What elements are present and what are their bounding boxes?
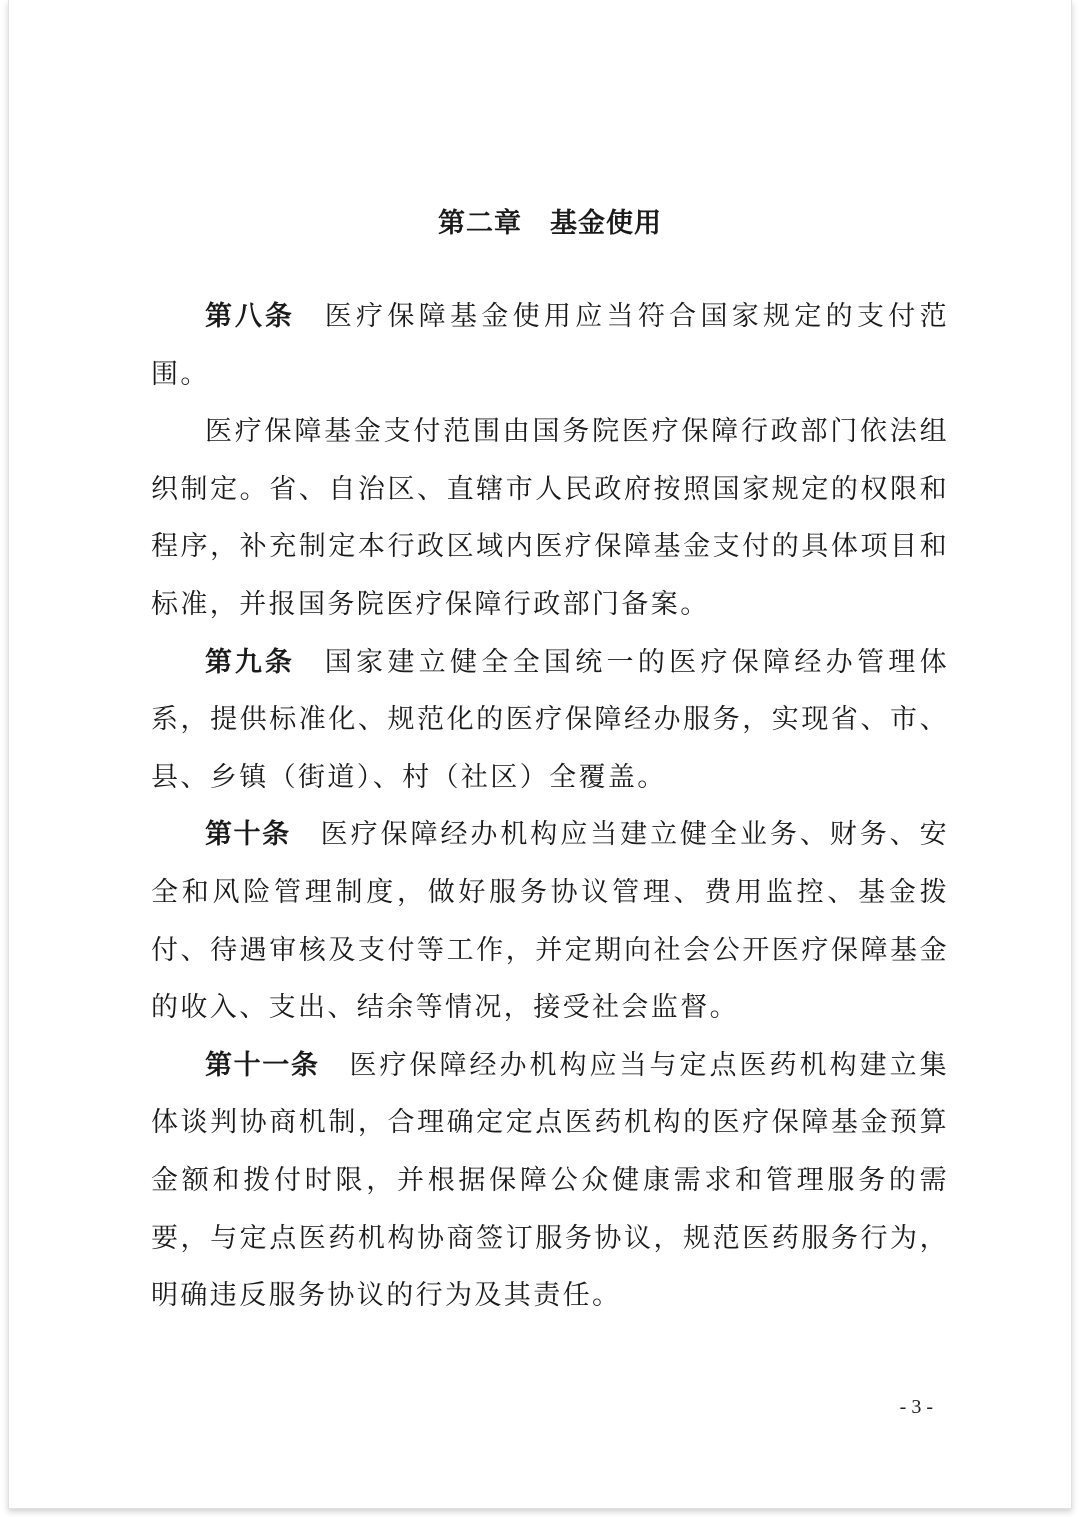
article-paragraph [151,634,949,807]
article-number: 第九条 [205,646,295,678]
article-text: 医疗保障基金支付范围由国务院医疗保障行政部门依法组织制定。省、自治区、直辖市人民政府按照国家规定的权限和程序，补充制定本行政区域内医疗保障基金支付的具体项目和标准，并报国务院医疗保障行政部门备案。 [151,416,949,620]
article-text: 医疗保障基金使用应当符合国家规定的支付范围。 [151,301,950,390]
article-paragraph [151,806,949,1036]
document-page [8,0,1072,1509]
article-list [151,288,949,1325]
article-text: 国家建立健全全国统一的医疗保障经办管理体系，提供标准化、规范化的医疗保障经办服务，实现省、市、县、乡镇（街道）、村（社区）全覆盖。 [151,646,950,793]
article-number: 第八条 [205,301,295,332]
article-text: 医疗保障经办机构应当与定点医药机构建立集体谈判协商机制，合理确定定点医药机构的医疗保障基金预算金额和拨付时限，并根据保障公众健康需求和管理服务的需要，与定点医药机构协商签订服务协议，规范医药服务行为，明确违反服务协议的行为及其责任。 [151,1049,950,1312]
article-paragraph [151,403,949,633]
article-text: 医疗保障经办机构应当建立健全业务、财务、安全和风险管理制度，做好服务协议管理、费用监控、基金拨付、待遇审核及支付等工作，并定期向社会公开医疗保障基金的收入、支出、结余等情况，接受社会监督。 [151,819,950,1024]
page-number: - 3 - [899,1396,933,1418]
article-number: 第十一条 [205,1049,320,1081]
article-number: 第十条 [205,819,291,851]
chapter-title: 第二章 基金使用 [438,208,662,239]
article-paragraph [151,288,949,403]
article-paragraph [151,1037,949,1325]
